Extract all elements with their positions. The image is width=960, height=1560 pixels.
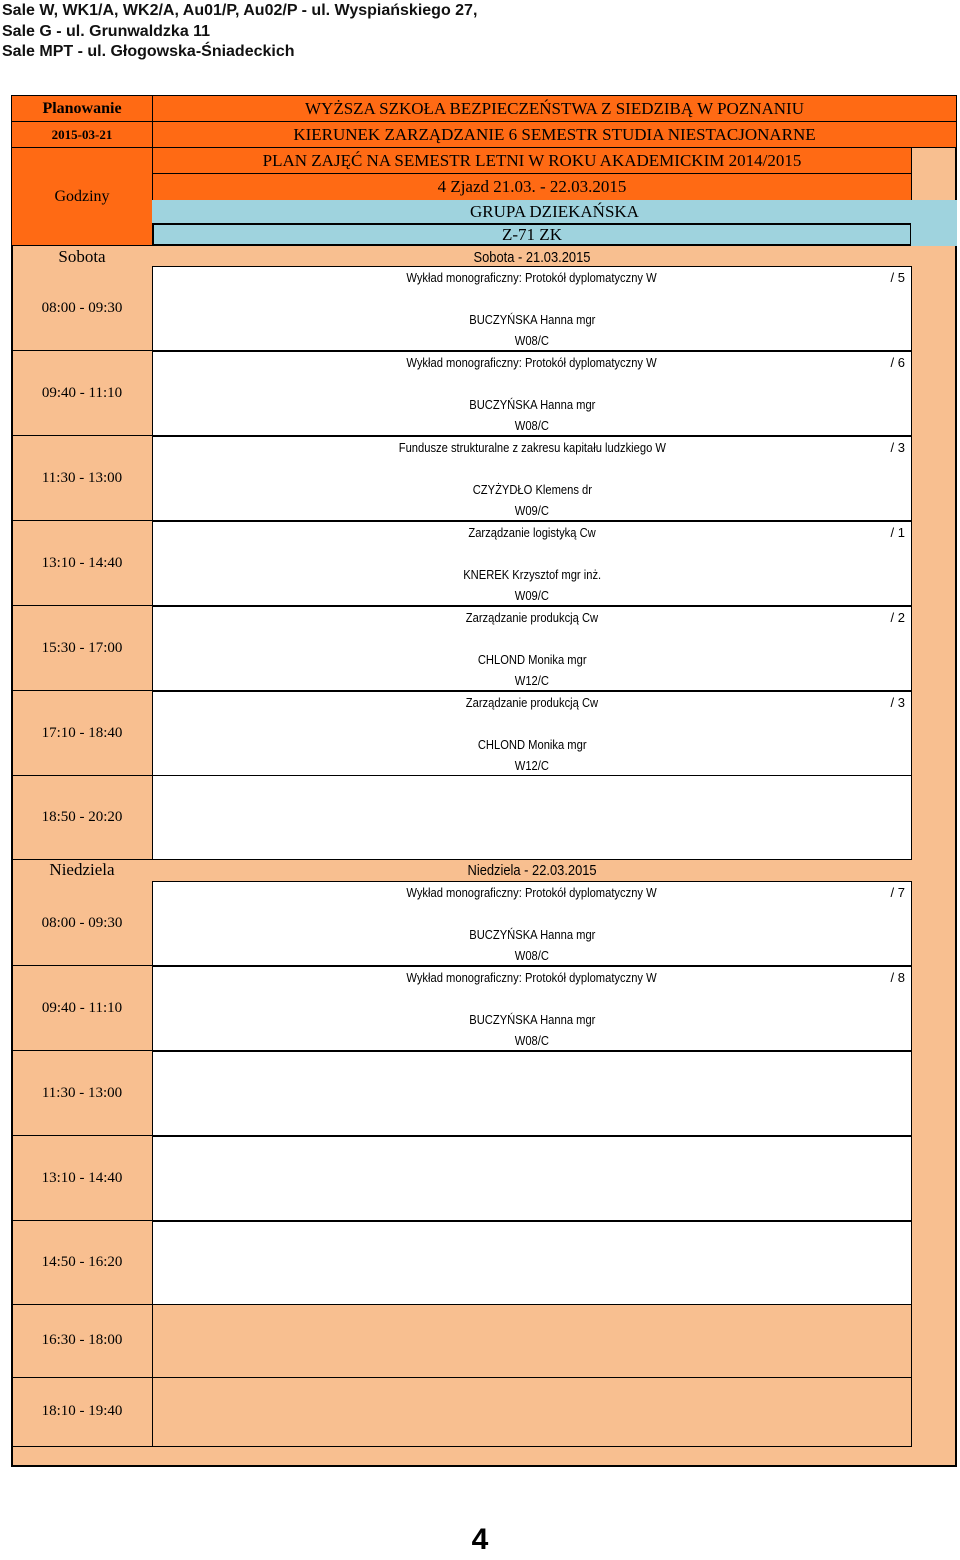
sunday-label: Niedziela [49,860,115,879]
saturday-time-7: 18:50 - 20:20 [11,775,153,860]
sunday-lesson-count: / 8 [890,970,905,985]
planowanie-cell: Planowanie [11,95,153,122]
saturday-time-3: 11:30 - 13:00 [11,436,153,521]
saturday-date: Sobota - 21.03.2015 [473,248,591,266]
saturday-lesson-count: / 5 [890,270,905,285]
saturday-lesson-room: W09/C [514,588,550,603]
saturday-lesson-room: W08/C [514,418,550,433]
saturday-lesson-count: / 6 [890,355,905,370]
sunday-lesson-teacher: BUCZYŃSKA Hanna mgr [468,1012,596,1027]
saturday-lesson-6 [152,691,912,776]
sunday-empty-slot-6 [152,1304,912,1378]
saturday-lesson-5 [152,606,912,691]
saturday-lesson-subject: Zarządzanie produkcją Cw [465,610,599,625]
saturday-lesson-1 [152,266,912,351]
sunday-time-5: 14:50 - 16:20 [11,1221,153,1305]
plan-title: PLAN ZAJĘĆ NA SEMESTR LETNI W ROKU AKADEMICKIM 2014/2015 [152,147,912,174]
location-line-2: Sale G - ul. Grunwaldzka 11 [2,23,211,40]
saturday-lesson-3 [152,436,912,521]
saturday-lesson-teacher: CHLOND Monika mgr [477,737,587,752]
kierunek-title: KIERUNEK ZARZĄDZANIE 6 SEMESTR STUDIA NIESTACJONARNE [152,121,957,148]
saturday-time-4: 13:10 - 14:40 [11,521,153,606]
saturday-lesson-count: / 2 [890,610,905,625]
saturday-lesson-2 [152,351,912,436]
saturday-lesson-subject: Wykład monograficzny: Protokół dyplomatyczny W [406,355,658,370]
zjazd-title: 4 Zjazd 21.03. - 22.03.2015 [152,173,912,201]
saturday-lesson-teacher: KNEREK Krzysztof mgr inż. [463,567,601,582]
saturday-lesson-subject: Zarządzanie produkcją Cw [465,695,599,710]
saturday-lesson-teacher: BUCZYŃSKA Hanna mgr [468,397,596,412]
group-code: Z-71 ZK [152,223,912,246]
saturday-time-1: 08:00 - 09:30 [11,266,153,351]
date-cell: 2015-03-21 [11,121,153,148]
sunday-time-1: 08:00 - 09:30 [11,881,153,966]
sunday-time-2: 09:40 - 11:10 [11,966,153,1051]
location-line-3: Sale MPT - ul. Głogowska-Śniadeckich [2,43,295,60]
saturday-lesson-count: / 1 [890,525,905,540]
sunday-time-4: 13:10 - 14:40 [11,1136,153,1221]
sunday-lesson-2 [152,966,912,1051]
saturday-lesson-teacher: BUCZYŃSKA Hanna mgr [468,312,596,327]
grupa-title: GRUPA DZIEKAŃSKA [152,200,957,224]
saturday-lesson-4 [152,521,912,606]
saturday-time-5: 15:30 - 17:00 [11,606,153,691]
sunday-empty-slot-3 [152,1051,912,1136]
saturday-label: Sobota [58,247,106,266]
saturday-time-2: 09:40 - 11:10 [11,351,153,436]
saturday-lesson-room: W08/C [514,333,550,348]
saturday-lesson-teacher: CZYŻYDŁO Klemens dr [472,482,592,497]
sunday-time-6: 16:30 - 18:00 [11,1304,153,1378]
saturday-lesson-room: W12/C [514,673,550,688]
sunday-empty-slot-4 [152,1136,912,1221]
sunday-lesson-subject: Wykład monograficzny: Protokół dyplomatyczny W [406,970,658,985]
saturday-lesson-subject: Zarządzanie logistyką Cw [468,525,596,540]
sunday-lesson-teacher: BUCZYŃSKA Hanna mgr [468,927,596,942]
sunday-time-7: 18:10 - 19:40 [11,1377,153,1447]
saturday-lesson-room: W12/C [514,758,550,773]
saturday-empty-slot [152,775,912,860]
saturday-lesson-teacher: CHLOND Monika mgr [477,652,587,667]
sunday-lesson-room: W08/C [514,948,550,963]
saturday-time-6: 17:10 - 18:40 [11,691,153,776]
sunday-lesson-count: / 7 [890,885,905,900]
saturday-lesson-room: W09/C [514,503,550,518]
sunday-lesson-1 [152,881,912,966]
sunday-date: Niedziela - 22.03.2015 [467,861,597,879]
sunday-lesson-room: W08/C [514,1033,550,1048]
sunday-time-3: 11:30 - 13:00 [11,1051,153,1136]
location-line-1: Sale W, WK1/A, WK2/A, Au01/P, Au02/P - ul. Wyspiańskiego 27, [2,2,478,19]
saturday-lesson-subject: Fundusze strukturalne z zakresu kapitału ludzkiego W [398,440,666,455]
page-number: 4 [471,1523,489,1556]
godziny-cell: Godziny [11,147,153,246]
blue-fill [911,223,957,246]
saturday-lesson-subject: Wykład monograficzny: Protokół dyplomatyczny W [406,270,658,285]
school-title: WYŻSZA SZKOŁA BEZPIECZEŃSTWA Z SIEDZIBĄ W POZNANIU [152,95,957,122]
sunday-lesson-subject: Wykład monograficzny: Protokół dyplomatyczny W [406,885,658,900]
saturday-lesson-count: / 3 [890,695,905,710]
sunday-empty-slot-7 [152,1377,912,1447]
saturday-lesson-count: / 3 [890,440,905,455]
sunday-empty-slot-5 [152,1221,912,1305]
